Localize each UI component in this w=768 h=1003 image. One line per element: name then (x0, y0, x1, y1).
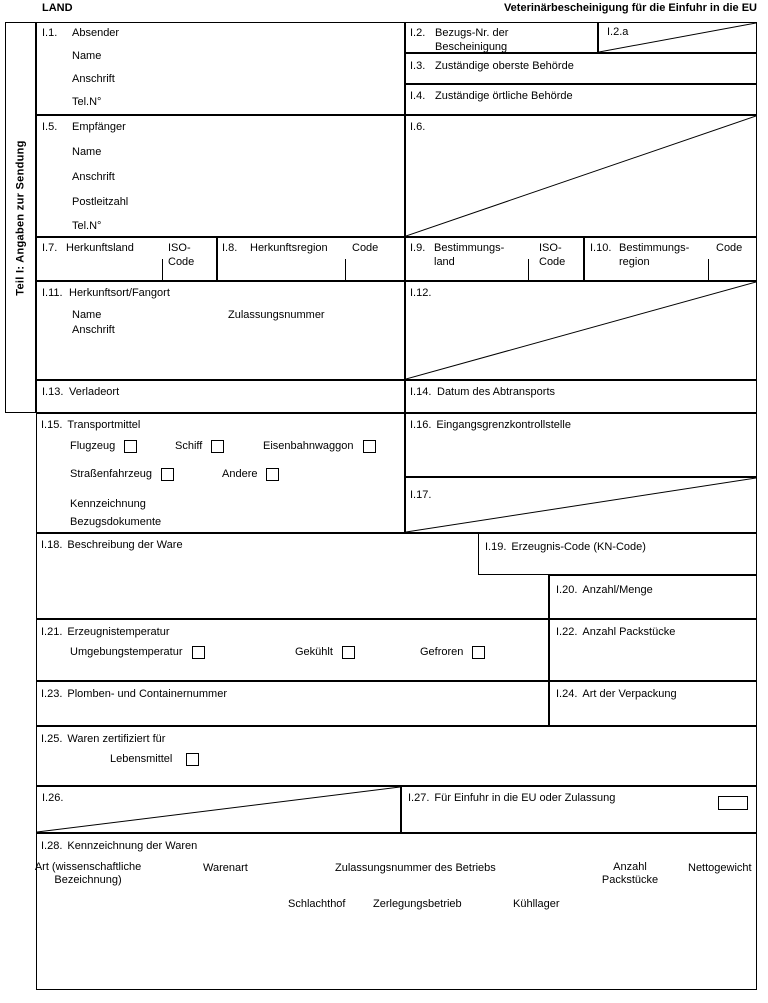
i26-number: I.26. (42, 792, 64, 804)
i28-label (41, 840, 197, 853)
i15-kennzeichnung-label: Kennzeichnung (70, 498, 146, 510)
option-flugzeug-label: Flugzeug (70, 440, 116, 452)
i5-tel-label: Tel.N° (72, 220, 102, 232)
i25-label (41, 733, 165, 746)
page-title: Veterinärbescheinigung für die Einfuhr in die EU (503, 2, 757, 14)
eisenbahnwaggon-checkbox[interactable] (363, 440, 376, 453)
option-schiff (175, 440, 224, 453)
i11-label: Herkunftsort/Fangort (69, 287, 170, 299)
i2-label-line2: Bescheinigung (435, 41, 508, 53)
field-i20-cell[interactable] (549, 575, 757, 619)
i9-iso-code-divider (528, 259, 529, 281)
i16-label-text: Eingangsgrenzkontrollstelle (436, 419, 571, 431)
i7-iso-label-line2: Code (168, 256, 195, 268)
i22-label (556, 626, 675, 639)
i9-number: I.9. (410, 242, 426, 254)
i28-col-netto-label: Nettogewicht (688, 862, 752, 874)
i7-number: I.7. (42, 242, 58, 254)
i22-label-text: Anzahl Packstücke (582, 626, 676, 638)
i1-number: I.1. (42, 27, 58, 39)
i28-zerlegungsbetrieb-label: Zerlegungsbetrieb (373, 898, 462, 910)
i8-code-label: Code (352, 242, 379, 254)
schiff-checkbox[interactable] (211, 440, 224, 453)
i23-number: I.23. (41, 688, 63, 700)
i16-label (410, 419, 571, 432)
i4-number: I.4. (410, 90, 426, 102)
i11-number: I.11. (42, 287, 63, 299)
i20-label-text: Anzahl/Menge (582, 584, 653, 596)
i19-label-text: Erzeugnis-Code (KN-Code) (511, 541, 646, 553)
option-gefroren (420, 646, 485, 659)
i2-number: I.2. (410, 27, 426, 39)
option-strassenfahrzeug-label: Straßenfahrzeug (70, 468, 152, 480)
i23-label (41, 688, 227, 701)
i19-number: I.19. (485, 541, 507, 553)
option-lebensmittel-label: Lebensmittel (110, 753, 173, 765)
option-eisenbahnwaggon (263, 440, 376, 453)
i10-code-divider (708, 259, 709, 281)
part1-sidebar-label: Teil I: Angaben zur Sendung (14, 139, 27, 296)
i27-number: I.27. (408, 792, 430, 804)
i28-label-text: Kennzeichnung der Waren (67, 840, 198, 852)
i27-label-text: Für Einfuhr in die EU oder Zulassung (434, 792, 616, 804)
i28-col-anzahl-label: Anzahl Packstücke (601, 861, 659, 886)
i12-number: I.12. (410, 287, 432, 299)
i4-label: Zuständige örtliche Behörde (435, 90, 573, 102)
i9-iso-label-line1: ISO- (539, 242, 562, 254)
umgebungstemperatur-checkbox[interactable] (192, 646, 205, 659)
i1-anschrift-label: Anschrift (72, 73, 115, 85)
part1-sidebar (5, 22, 36, 413)
i5-plz-label: Postleitzahl (72, 196, 129, 208)
i5-anschrift-label: Anschrift (72, 171, 115, 183)
option-eisenbahnwaggon-label: Eisenbahnwaggon (263, 440, 354, 452)
andere-checkbox[interactable] (266, 468, 279, 481)
i25-label-text: Waren zertifiziert für (67, 733, 166, 745)
i21-label (41, 626, 170, 639)
i28-kuehllager-label: Kühllager (513, 898, 560, 910)
i5-name-label: Name (72, 146, 102, 158)
i18-number: I.18. (41, 539, 63, 551)
i11-zulassung-label: Zulassungsnummer (228, 309, 325, 321)
i15-number: I.15. (41, 419, 63, 431)
option-umgebungstemperatur-label: Umgebungstemperatur (70, 646, 183, 658)
i12-diagonal-line (406, 282, 756, 379)
option-schiff-label: Schiff (175, 440, 203, 452)
i24-label (556, 688, 677, 701)
i25-number: I.25. (41, 733, 63, 745)
i9-iso-label-line2: Code (539, 256, 566, 268)
i13-number: I.13. (42, 386, 64, 398)
option-gefroren-label: Gefroren (420, 646, 464, 658)
country-label: LAND (42, 2, 73, 14)
i16-number: I.16. (410, 419, 432, 431)
option-umgebungstemperatur (70, 646, 205, 659)
i8-label: Herkunftsregion (250, 242, 328, 254)
i28-number: I.28. (41, 840, 63, 852)
i21-number: I.21. (41, 626, 63, 638)
i28-col-art-label: Art (wissenschaftliche Bezeichnung) (34, 861, 142, 886)
i24-number: I.24. (556, 688, 578, 700)
i2a-label: I.2.a (607, 26, 629, 38)
i14-label: Datum des Abtransports (437, 386, 556, 398)
i19-label (485, 541, 646, 554)
i13-label: Verladeort (69, 386, 120, 398)
i6-diagonal-line (406, 116, 756, 236)
i26-diagonal-line (37, 787, 400, 832)
i15-label-text: Transportmittel (67, 419, 141, 431)
i24-label-text: Art der Verpackung (582, 688, 677, 700)
i10-label-line1: Bestimmungs- (619, 242, 690, 254)
option-strassenfahrzeug (70, 468, 174, 481)
field-i19-cell[interactable] (478, 533, 757, 575)
i8-number: I.8. (222, 242, 238, 254)
i27-label (408, 792, 615, 805)
i21-label-text: Erzeugnistemperatur (67, 626, 170, 638)
i3-label: Zuständige oberste Behörde (435, 60, 574, 72)
i8-code-divider (345, 259, 346, 281)
i11-name-label: Name (72, 309, 102, 321)
i6-number: I.6. (410, 121, 426, 133)
i18-label-text: Beschreibung der Ware (67, 539, 183, 551)
i17-number: I.17. (410, 489, 432, 501)
strassenfahrzeug-checkbox[interactable] (161, 468, 174, 481)
field-i28-cell[interactable] (36, 833, 757, 990)
option-gekuehlt (295, 646, 355, 659)
option-flugzeug (70, 440, 137, 453)
i27-entry-box[interactable] (718, 796, 748, 810)
i20-label (556, 584, 653, 597)
i10-number: I.10. (590, 242, 612, 254)
i18-label (41, 539, 183, 552)
i14-number: I.14. (410, 386, 432, 398)
i1-name-label: Name (72, 50, 102, 62)
lebensmittel-checkbox[interactable] (186, 753, 199, 766)
i20-number: I.20. (556, 584, 578, 596)
i15-bezugsdokumente-label: Bezugsdokumente (70, 516, 162, 528)
i10-label-line2: region (619, 256, 650, 268)
i5-label: Empfänger (72, 121, 126, 133)
i17-diagonal-line (406, 478, 756, 532)
i1-label: Absender (72, 27, 120, 39)
gefroren-checkbox[interactable] (472, 646, 485, 659)
gekuehlt-checkbox[interactable] (342, 646, 355, 659)
i9-label-line2: land (434, 256, 455, 268)
i3-number: I.3. (410, 60, 426, 72)
option-andere-label: Andere (222, 468, 258, 480)
option-lebensmittel (110, 753, 199, 766)
i10-code-label: Code (716, 242, 743, 254)
option-andere (222, 468, 279, 481)
i9-label-line1: Bestimmungs- (434, 242, 505, 254)
i15-label (41, 419, 140, 432)
flugzeug-checkbox[interactable] (124, 440, 137, 453)
i28-col-zulassung-label: Zulassungsnummer des Betriebs (335, 862, 496, 874)
i28-schlachthof-label: Schlachthof (288, 898, 346, 910)
i7-label: Herkunftsland (66, 242, 134, 254)
i7-iso-code-divider (162, 259, 163, 281)
i1-tel-label: Tel.N° (72, 96, 102, 108)
i22-number: I.22. (556, 626, 578, 638)
i2-label-line1: Bezugs-Nr. der (435, 27, 509, 39)
i23-label-text: Plomben- und Containernummer (67, 688, 227, 700)
option-gekuehlt-label: Gekühlt (295, 646, 333, 658)
i11-anschrift-label: Anschrift (72, 324, 115, 336)
i28-col-warenart-label: Warenart (203, 862, 248, 874)
i5-number: I.5. (42, 121, 58, 133)
i7-iso-label-line1: ISO- (168, 242, 191, 254)
